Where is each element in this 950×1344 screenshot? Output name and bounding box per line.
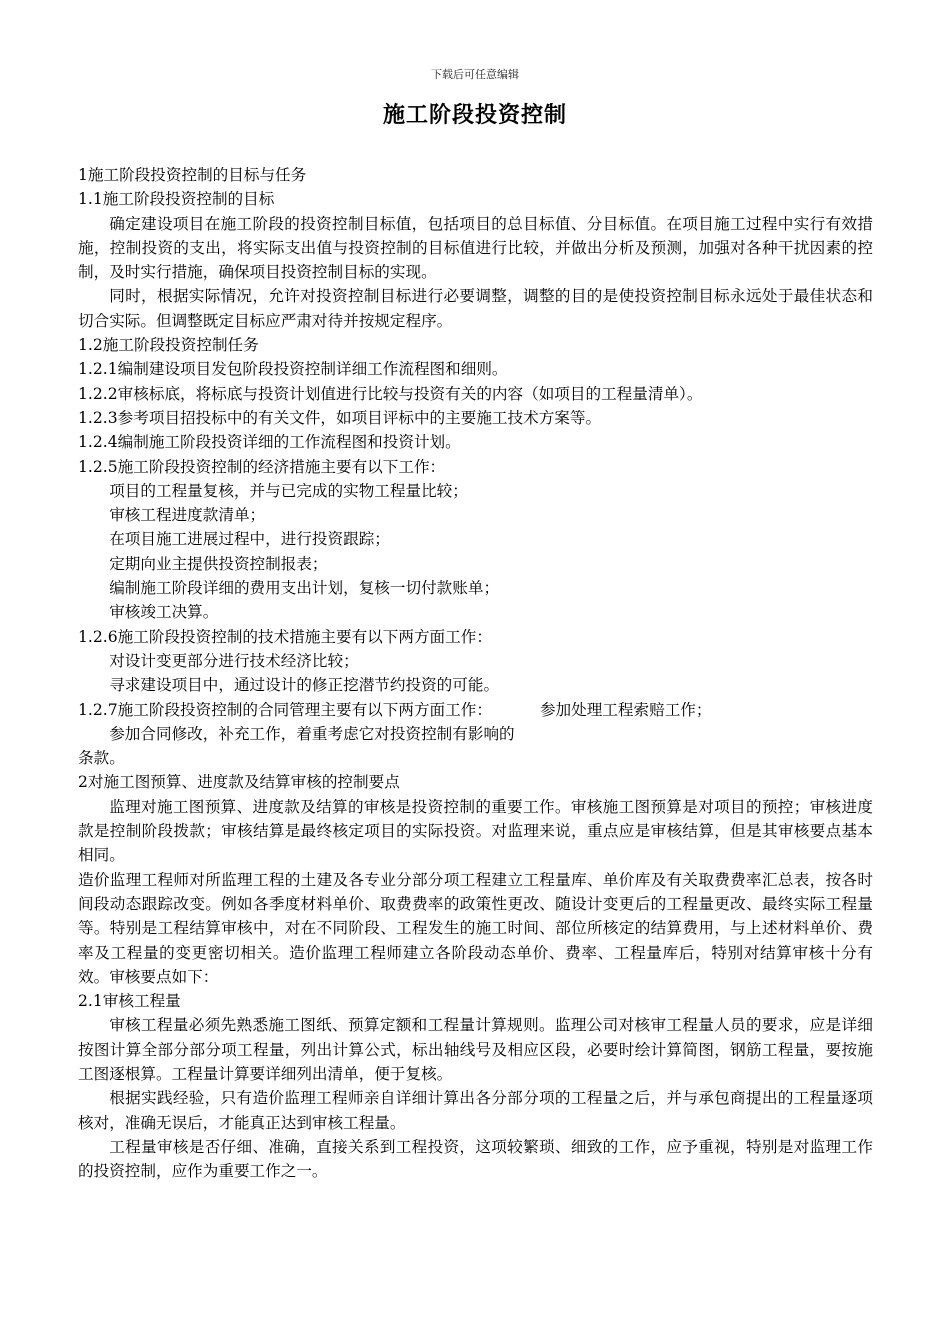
section-2-paragraph-2: 造价监理工程师对所监理工程的土建及各专业分部分项工程建立工程量库、单价库及有关取费费率汇总表，按各时间段动态跟踪改变。例如各季度材料单价、取费费率的政策性更改、随设计变更后的工程量更改、最终实际工程量等。特别是工程结算审核中，对在不同阶段、工程发生的施工时间、部位所核定的结算费用，与上述材料单价、费率及工程量的变更密切相关。造价监理工程师建立各阶段动态单价、费率、工程量库后，特别对结算审核十分有效。审核要点如下： xyxy=(78,870,873,986)
list-item: 参加合同修改，补充工作，着重考虑它对投资控制有影响的 xyxy=(109,724,515,743)
document-title: 施工阶段投资控制 xyxy=(382,102,567,128)
section-1-2-5: 1.2.5施工阶段投资控制的经济措施主要有以下工作： xyxy=(78,457,446,476)
list-item: 项目的工程量复核，并与已完成的实物工程量比较； xyxy=(109,481,468,500)
section-2-1-paragraph-1: 审核工程量必须先熟悉施工图纸、预算定额和工程量计算规则。监理公司对核审工程量人员的要求，应是详细按图计算全部分部分项工程量，列出计算公式，标出轴线号及相应区段，必要时绘计算简图，钢筋工程量，要按施工图逐根算。工程量计算要详细列出清单，便于复核。 xyxy=(78,1016,873,1083)
section-1-2-7-line xyxy=(78,698,873,722)
section-1-2-4: 1.2.4编制施工阶段投资详细的工作流程图和投资计划。 xyxy=(78,433,461,452)
list-item: 编制施工阶段详细的费用支出计划，复核一切付款账单； xyxy=(109,579,500,598)
section-1-2-7-inline-item: 参加处理工程索赔工作； xyxy=(539,700,712,719)
list-item: 在项目施工进展过程中，进行投资跟踪； xyxy=(109,530,390,549)
section-1-heading: 1施工阶段投资控制的目标与任务 xyxy=(78,166,307,184)
document-body xyxy=(78,163,873,1183)
section-2-1-paragraph-2: 根据实践经验，只有造价监理工程师亲自详细计算出各分部分项的工程量之后，并与承包商提出的工程量逐项核对，准确无误后，才能真正达到审核工程量。 xyxy=(78,1089,873,1132)
list-item: 对设计变更部分进行技术经济比较； xyxy=(109,651,359,670)
section-1-1-heading: 1.1施工阶段投资控制的目标 xyxy=(78,190,275,209)
section-2-heading: 2对施工图预算、进度款及结算审核的控制要点 xyxy=(78,773,400,792)
list-item: 寻求建设项目中，通过设计的修正挖潜节约投资的可能。 xyxy=(109,676,500,695)
section-1-2-7-tail: 条款。 xyxy=(78,749,125,768)
section-1-2-7: 1.2.7施工阶段投资控制的合同管理主要有以下两方面工作： xyxy=(78,700,492,719)
section-1-1-paragraph-1: 确定建设项目在施工阶段的投资控制目标值，包括项目的总目标值、分目标值。在项目施工过程中实行有效措施，控制投资的支出，将实际支出值与投资控制的目标值进行比较，并做出分析及预测，加强对各种干扰因素的控制，及时实行措施，确保项目投资控制目标的实现。 xyxy=(78,214,873,282)
header-note: 下载后可任意编辑 xyxy=(431,68,519,81)
section-1-2-heading: 1.2施工阶段投资控制任务 xyxy=(78,336,259,355)
section-2-1-heading: 2.1审核工程量 xyxy=(78,992,181,1011)
section-2-paragraph-1: 监理对施工图预算、进度款及结算的审核是投资控制的重要工作。审核施工图预算是对项目的预控；审核进度款是控制阶段拨款；审核结算是最终核定项目的实际投资。对监理来说，重点应是审核结算，但是其审核要点基本相同。 xyxy=(78,797,873,865)
section-1-2-6: 1.2.6施工阶段投资控制的技术措施主要有以下两方面工作： xyxy=(78,627,492,646)
section-1-2-1: 1.2.1编制建设项目发包阶段投资控制详细工作流程图和细则。 xyxy=(78,360,508,379)
section-2-1-paragraph-3: 工程量审核是否仔细、准确，直接关系到工程投资，这项较繁琐、细致的工作，应予重视，特别是对监理工作的投资控制，应作为重要工作之一。 xyxy=(78,1137,873,1181)
list-item: 审核竣工决算。 xyxy=(109,603,219,622)
section-1-2-3: 1.2.3参考项目招投标中的有关文件，如项目评标中的主要施工技术方案等。 xyxy=(78,408,602,427)
list-item: 审核工程进度款清单； xyxy=(109,506,266,525)
list-item: 定期向业主提供投资控制报表； xyxy=(109,554,328,573)
section-1-2-2: 1.2.2审核标底，将标底与投资计划值进行比较与投资有关的内容（如项目的工程量清单）。 xyxy=(78,384,703,403)
section-1-1-paragraph-2: 同时，根据实际情况，允许对投资控制目标进行必要调整，调整的目的是使投资控制目标永远处于最佳状态和切合实际。但调整既定目标应严肃对待并按规定程序。 xyxy=(78,287,873,330)
